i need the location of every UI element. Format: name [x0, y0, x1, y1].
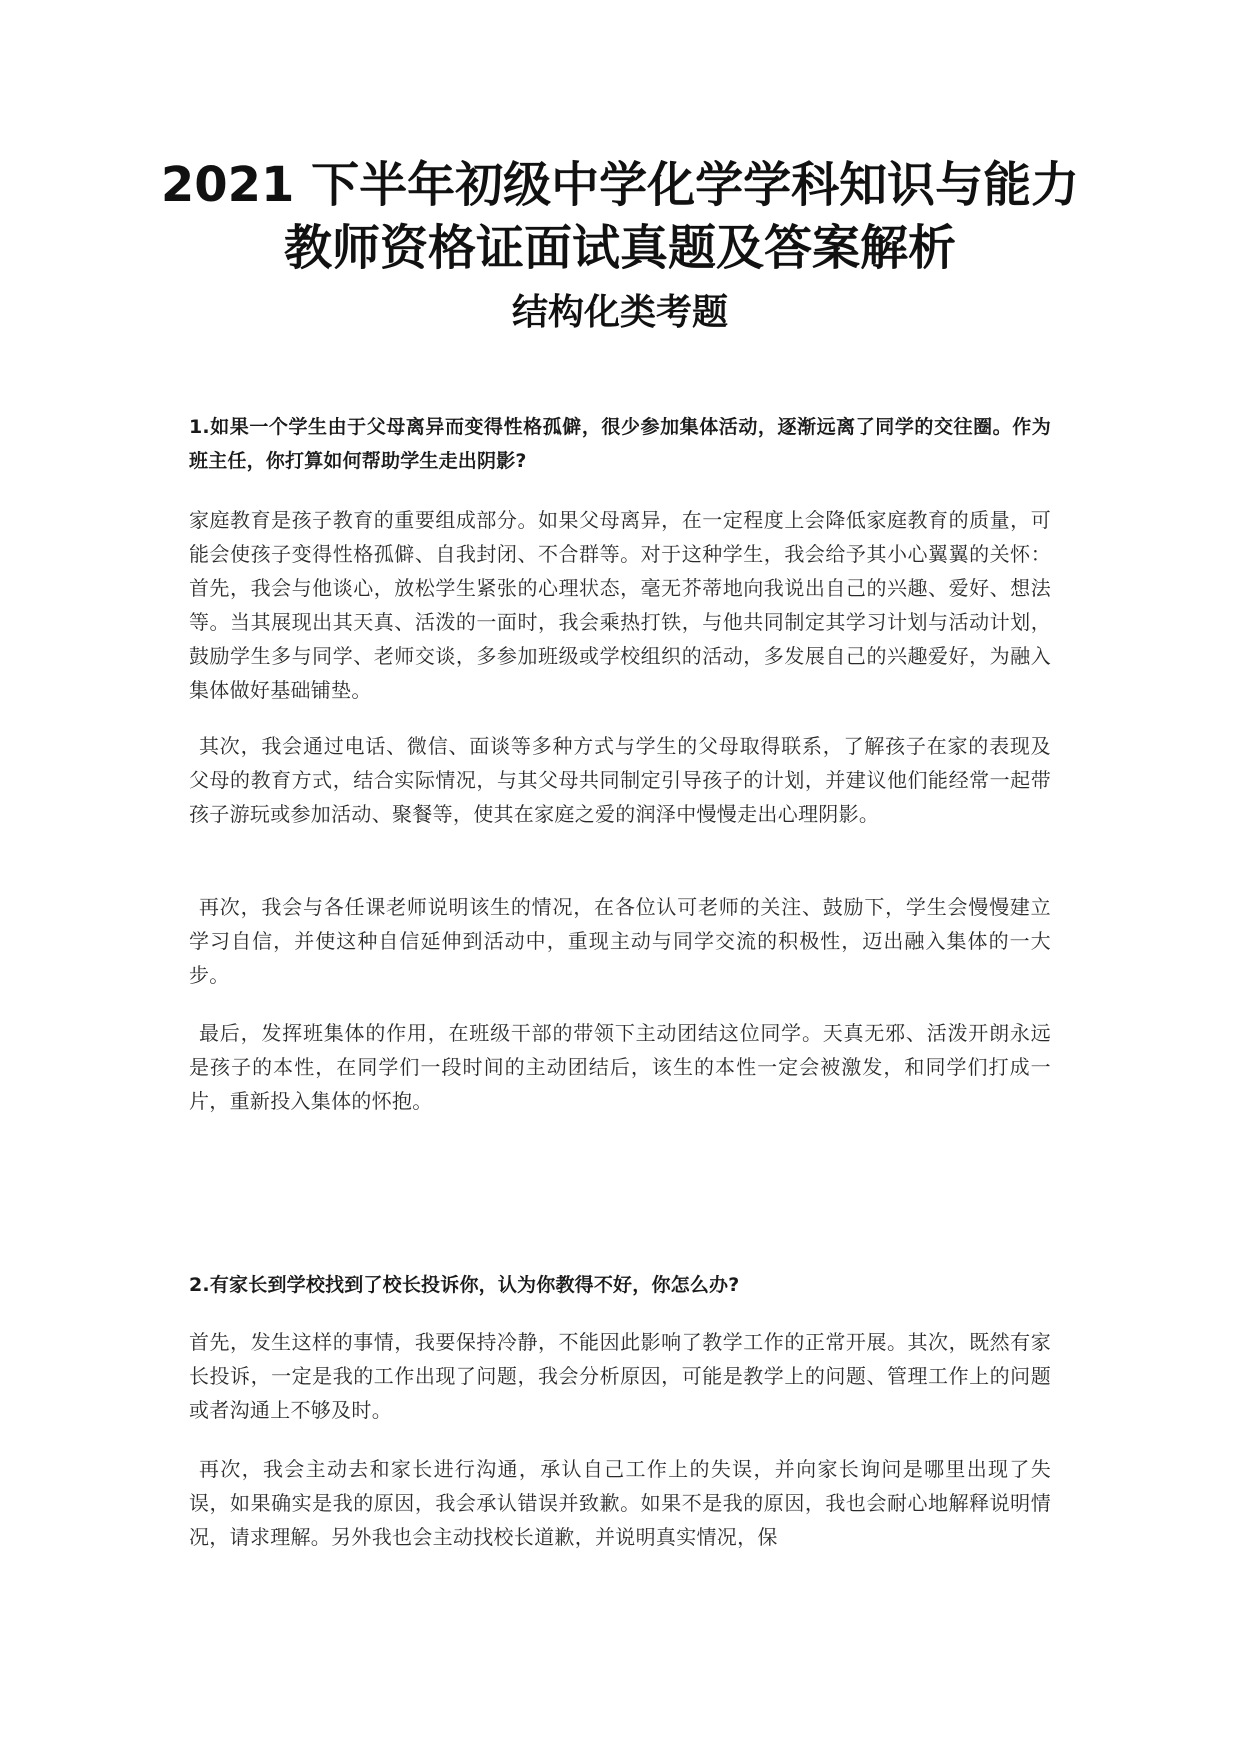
document-title-line-1: 2021 下半年初级中学化学学科知识与能力 [160, 157, 1080, 213]
answer-1-paragraph-4: 最后，发挥班集体的作用，在班级干部的带领下主动团结这位同学。天真无邪、活泼开朗永远是孩子的本性，在同学们一段时间的主动团结后，该生的本性一定会被激发，和同学们打成一片，重新投入集体的怀抱。 [189, 1021, 1051, 1113]
question-2: 2.有家长到学校找到了校长投诉你，认为你教得不好，你怎么办? [189, 1274, 740, 1296]
answer-2-paragraph-1: 首先，发生这样的事情，我要保持冷静，不能因此影响了教学工作的正常开展。其次，既然有家长投诉，一定是我的工作出现了问题，我会分析原因，可能是教学上的问题、管理工作上的问题或者沟通上不够及时。 [189, 1330, 1051, 1422]
document-title-line-2: 教师资格证面试真题及答案解析 [283, 220, 956, 276]
answer-1-paragraph-1: 家庭教育是孩子教育的重要组成部分。如果父母离异，在一定程度上会降低家庭教育的质量，可能会使孩子变得性格孤僻、自我封闭、不合群等。对于这种学生，我会给予其小心翼翼的关怀：首先，我会与他谈心，放松学生紧张的心理状态，毫无芥蒂地向我说出自己的兴趣、爱好、想法等。当其展现出其天真、活泼的一面时，我会乘热打铁，与他共同制定其学习计划与活动计划，鼓励学生多与同学、老师交谈，多参加班级或学校组织的活动，多发展自己的兴趣爱好，为融入集体做好基础铺垫。 [189, 508, 1051, 702]
document-subtitle: 结构化类考题 [511, 292, 728, 333]
answer-1-paragraph-2: 其次，我会通过电话、微信、面谈等多种方式与学生的父母取得联系，了解孩子在家的表现及父母的教育方式，结合实际情况，与其父母共同制定引导孩子的计划，并建议他们能经常一起带孩子游玩或参加活动、聚餐等，使其在家庭之爱的润泽中慢慢走出心理阴影。 [189, 734, 1051, 826]
answer-2-paragraph-2: 再次，我会主动去和家长进行沟通，承认自己工作上的失误，并向家长询问是哪里出现了失误，如果确实是我的原因，我会承认错误并致歉。如果不是我的原因，我也会耐心地解释说明情况，请求理解。另外我也会主动找校长道歉，并说明真实情况，保 [189, 1457, 1051, 1549]
question-1: 1.如果一个学生由于父母离异而变得性格孤僻，很少参加集体活动，逐渐远离了同学的交往圈。作为班主任，你打算如何帮助学生走出阴影? [189, 416, 1051, 472]
answer-1-paragraph-3: 再次，我会与各任课老师说明该生的情况，在各位认可老师的关注、鼓励下，学生会慢慢建立学习自信，并使这种自信延伸到活动中，重现主动与同学交流的积极性，迈出融入集体的一大步。 [189, 895, 1051, 987]
